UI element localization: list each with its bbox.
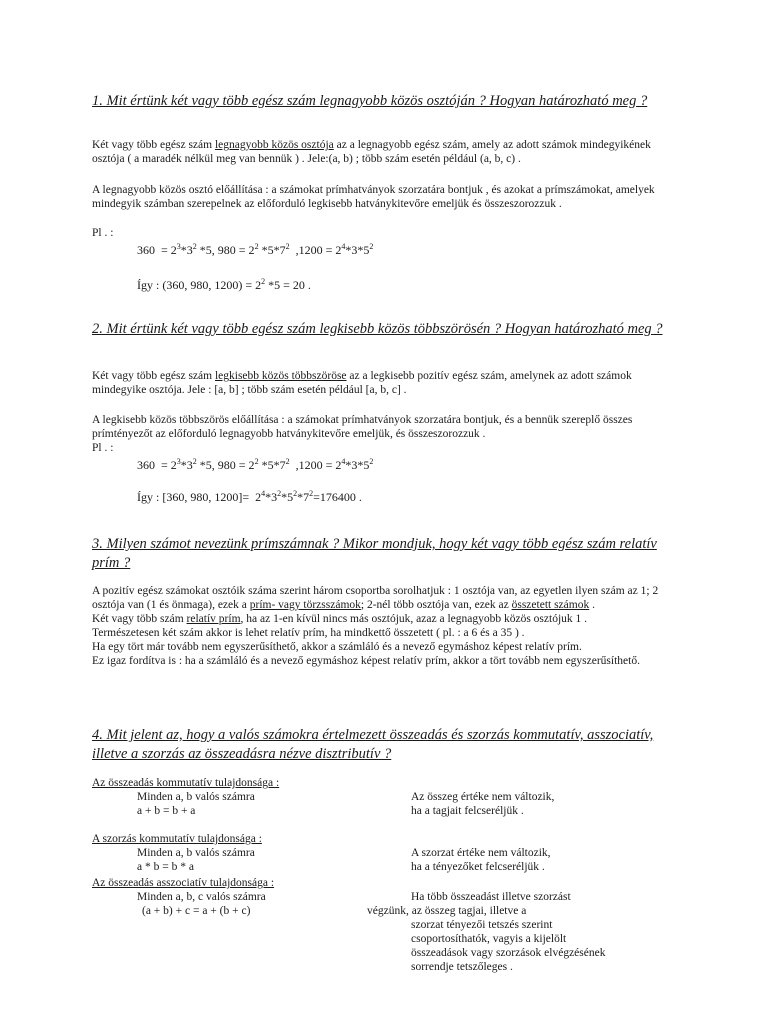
s1-formula-2: Így : (360, 980, $1200) = 2^2$ *5 = 20 . (137, 277, 311, 292)
property-1-line-1: Minden a, b valós számra (137, 791, 255, 803)
property-2-line-1: Minden a, b valós számra (137, 847, 255, 859)
question-4-heading: 4. Mit jelent az, hogy a valós számokra értelmezett összeadás és szorzás kommutatív, asszociatív, illetve a szorzás az összeadásra nézve disztributív ? (92, 727, 654, 762)
property-3-line-2: (a + b) + c = a + (b + c) (142, 905, 251, 917)
property-2-note-1: A szorzat értéke nem változik, (411, 847, 551, 859)
question-2-heading: 2. Mit értünk két vagy több egész szám legkisebb közös többszörösén ? Hogyan határozható meg ? (92, 321, 663, 337)
s1-formula-1: $360 = 2^3*3^2$ *5, $980 = 2^2$ $*5*7^2$ $,1200 = 2^4*3*5^2$ (137, 242, 374, 257)
s2-formula-2: Így : [360, 980, $1200]= 2^4*3^2*5^2*7^2=176400$ . (137, 489, 362, 504)
property-3-note-6: sorrendje tetszőleges . (411, 961, 513, 973)
property-1-title: Az összeadás kommutatív tulajdonsága : (92, 777, 280, 789)
property-3-note-5: összeadások vagy szorzások elvégzésének (411, 947, 606, 959)
property-1-line-2: a + b = b + a (137, 805, 196, 817)
property-3-line-1: Minden a, b, c valós számra (137, 891, 266, 903)
s3-paragraph: A pozitív egész számokat osztóik száma szerint három csoportba sorolhatjuk : 1 osztója van, az egyetlen ilyen szám az 1; 2 osztója van (1 és önmaga), ezek a prím- vagy törzsszámok; 2-nél több osztója van, ezek az összetett számok . Két vagy több szám relatív prím, ha az 1-en kívül nincs más osztójuk, azaz a legnagyobb közös osztójuk 1 . Természetesen két szám akkor is lehet relatív prím, ha mindkettő összetett ( pl. : a 6 és a 35 ) . Ha egy tört már tovább nem egyszerűsíthető, akkor a számláló és a nevező egymáshoz képest relatív prím. Ez igaz fordítva is : ha a számláló és a nevező egymáshoz képest relatív prím, akkor a tört tovább nem egyszerűsíthető. (92, 585, 659, 667)
property-3-title: Az összeadás asszociatív tulajdonsága : (92, 877, 275, 889)
s2-example-label: Pl . : (92, 442, 114, 454)
s2-paragraph-2: A legkisebb közös többszörös előállítása : a számokat prímhatványok szorzatára bontjuk, és a bennük szereplő összes prímtényezőt az előforduló legnagyobb hatványkitevőre emeljük, és összeszorozzuk . (92, 414, 633, 440)
property-2-note-2: ha a tényezőket felcseréljük . (411, 861, 545, 873)
property-1-note-2: ha a tagjait felcseréljük . (411, 805, 524, 817)
property-3-note-3: szorzat tényezői tetszés szerint (411, 919, 553, 931)
question-3-heading: 3. Milyen számot nevezünk prímszámnak ? Mikor mondjuk, hogy két vagy több egész szám relatív prím ? (92, 536, 657, 571)
question-1-heading: 1. Mit értünk két vagy több egész szám legnagyobb közös osztóján ? Hogyan határozható meg ? (92, 93, 648, 109)
property-2-title: A szorzás kommutatív tulajdonsága : (92, 833, 262, 845)
property-2-line-2: a * b = b * a (137, 861, 194, 873)
property-3-note-2: végzünk, az összeg tagjai, illetve a (367, 905, 527, 917)
property-1-note-1: Az összeg értéke nem változik, (411, 791, 555, 803)
s1-paragraph-2: A legnagyobb közös osztó előállítása : a számokat prímhatványok szorzatára bontjuk , és azokat a prímszámokat, amelyek mindegyik számban szerepelnek az előforduló legkisebb hatványkitevőre emeljük és összeszorozzuk . (92, 184, 655, 210)
property-3-note-1: Ha több összeadást illetve szorzást (411, 891, 571, 903)
s2-paragraph-1: Két vagy több egész szám legkisebb közös többszöröse az a legkisebb pozitív egész szám, amelynek az adott számok mindegyike osztója. Jele : [a, b] ; több szám esetén például [a, b, c] . (92, 370, 632, 396)
property-3-note-4: csoportosíthatók, vagyis a kijelölt (411, 933, 567, 945)
s2-formula-1: $360 = 2^3*3^2$ *5, $980 = 2^2$ $*5*7^2$ $,1200 = 2^4*3*5^2$ (137, 457, 374, 472)
s1-paragraph-1: Két vagy több egész szám legnagyobb közös osztója az a legnagyobb egész szám, amely az adott számok mindegyikének osztója ( a maradék nélkül meg van bennük ) . Jele:(a, b) ; több szám esetén például (a, b, c) . (92, 139, 651, 165)
s1-example-label: Pl . : (92, 227, 114, 239)
